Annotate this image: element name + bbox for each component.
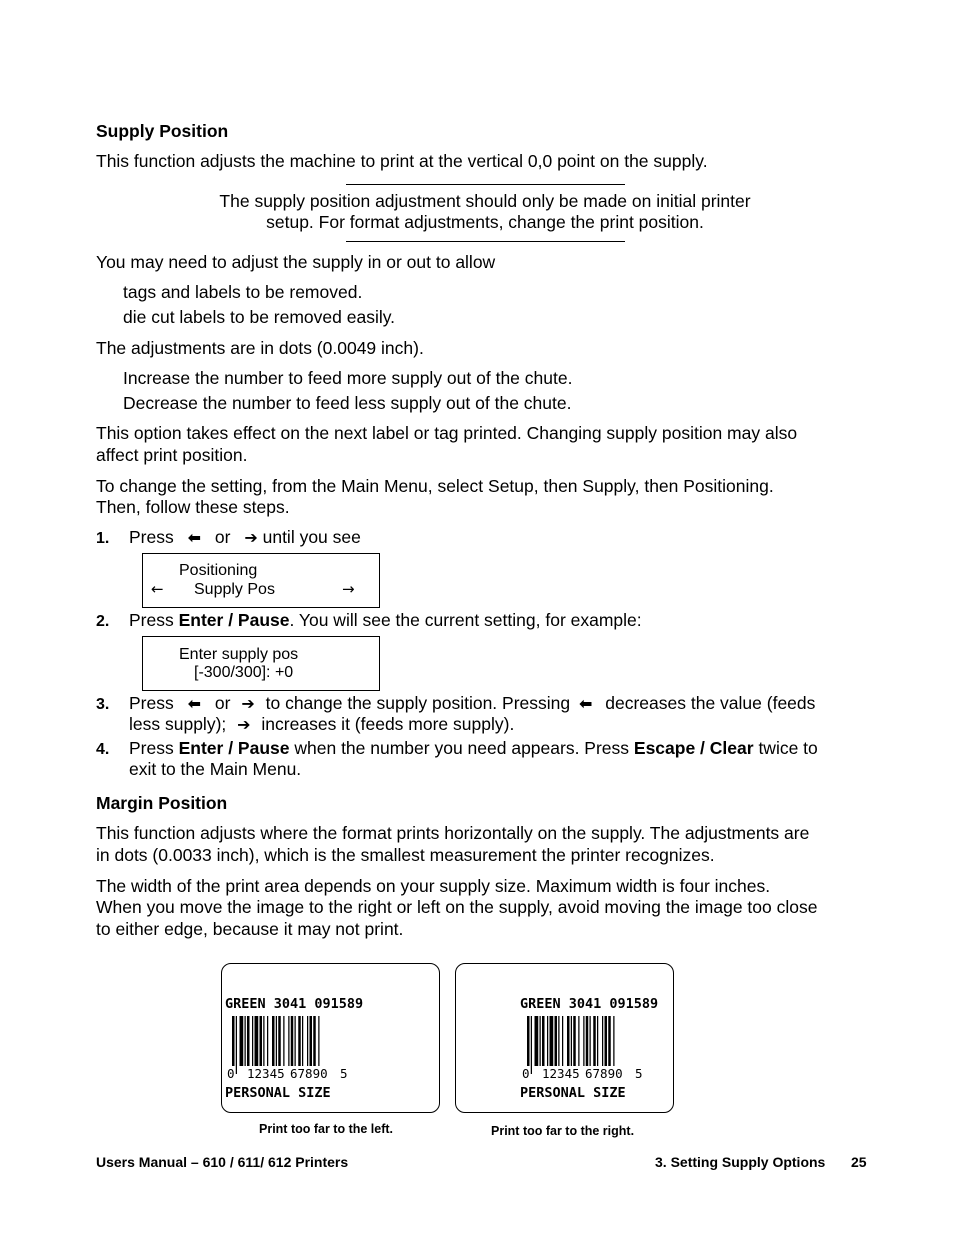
barcode-digit: 5 bbox=[635, 1066, 643, 1081]
step3-line-2 bbox=[129, 714, 514, 735]
step3-text-a: to change the supply position. Pressing bbox=[265, 693, 571, 713]
margin-p1-line-1: This function adjusts where the format prints horizontally on the supply. The adjustments are bbox=[96, 823, 810, 843]
step3-text-b: decreases the value (feeds bbox=[605, 693, 816, 713]
display-panel bbox=[142, 636, 380, 691]
change-line-1: To change the setting, from the Main Menu, select Setup, then Supply, then Positioning. bbox=[96, 476, 774, 496]
left-arrow-icon: ⬅ bbox=[578, 694, 593, 713]
step1-press: Press bbox=[129, 527, 174, 547]
barcode-digit: 0 bbox=[522, 1066, 530, 1081]
footer-manual-title: Users Manual – 610 / 611/ 612 Printers bbox=[96, 1154, 349, 1170]
step4-line-1 bbox=[129, 738, 818, 759]
step4-mid: when the number you need appears. Press bbox=[294, 738, 630, 758]
step4-press: Press bbox=[129, 738, 174, 758]
left-arrow-icon: ← bbox=[151, 580, 164, 598]
step3-or: or bbox=[214, 693, 231, 713]
margin-p1-line-2: in dots (0.0033 inch), which is the smallest measurement the printer recognizes. bbox=[96, 845, 715, 865]
step2-tail: . You will see the current setting, for example: bbox=[289, 610, 642, 630]
right-arrow-icon: ➔ bbox=[244, 528, 258, 547]
label-line-1: GREEN 3041 091589 bbox=[225, 996, 364, 1012]
step1-tail: until you see bbox=[262, 527, 361, 547]
change-line-2: Then, follow these steps. bbox=[96, 497, 290, 517]
caption-right: Print too far to the right. bbox=[491, 1124, 635, 1138]
note-line-1: The supply position adjustment should only be made on initial printer bbox=[219, 191, 751, 211]
margin-p2-line-1: The width of the print area depends on your supply size. Maximum width is four inches. bbox=[96, 876, 771, 896]
margin-p2-line-2: When you move the image to the right or left on the supply, avoid moving the image too close bbox=[96, 897, 818, 917]
step-number: 1. bbox=[96, 530, 110, 547]
label-line-3: PERSONAL SIZE bbox=[225, 1085, 331, 1101]
display-line-2: Supply Pos bbox=[194, 581, 275, 598]
label-illustration-right bbox=[455, 963, 674, 1113]
dots-intro: The adjustments are in dots (0.0049 inch). bbox=[96, 338, 424, 358]
label-line-1: GREEN 3041 091589 bbox=[520, 996, 659, 1012]
step1-or: or bbox=[214, 527, 231, 547]
effect-line-1: This option takes effect on the next label or tag printed. Changing supply position may also bbox=[96, 423, 798, 443]
label-illustration-left bbox=[221, 963, 440, 1113]
enter-pause-key: Enter / Pause bbox=[178, 738, 290, 758]
display-line-2: [-300/300]: +0 bbox=[194, 664, 294, 681]
step2-text bbox=[129, 610, 642, 631]
step1-text bbox=[129, 527, 361, 548]
list-item: Increase the number to feed more supply out of the chute. bbox=[123, 368, 573, 388]
barcode-digit: 0 bbox=[227, 1066, 235, 1081]
page-number: 25 bbox=[851, 1154, 867, 1170]
step-number: 2. bbox=[96, 613, 110, 630]
left-arrow-icon: ⬅ bbox=[187, 528, 202, 547]
display-line-1: Positioning bbox=[179, 562, 258, 579]
left-arrow-icon: ⬅ bbox=[187, 694, 202, 713]
list-item: tags and labels to be removed. bbox=[123, 282, 363, 302]
note-rule-bottom bbox=[346, 241, 625, 242]
right-arrow-icon: ➔ bbox=[241, 694, 255, 713]
step3-text-d: increases it (feeds more supply). bbox=[261, 714, 515, 734]
note-rule-top bbox=[346, 184, 625, 185]
step4-line-2: exit to the Main Menu. bbox=[129, 759, 302, 779]
step-number: 4. bbox=[96, 741, 110, 758]
section-heading-margin-position: Margin Position bbox=[96, 793, 228, 813]
footer-chapter: 3. Setting Supply Options bbox=[655, 1154, 826, 1170]
step2-press: Press bbox=[129, 610, 174, 630]
step-number: 3. bbox=[96, 696, 110, 713]
right-arrow-icon: ➔ bbox=[237, 715, 251, 734]
barcode-digits: 12345 bbox=[247, 1066, 285, 1081]
barcode-digits: 12345 bbox=[542, 1066, 580, 1081]
supply-position-intro: This function adjusts the machine to print at the vertical 0,0 point on the supply. bbox=[96, 151, 708, 171]
margin-p2-line-3: to either edge, because it may not print. bbox=[96, 919, 404, 939]
step3-press: Press bbox=[129, 693, 174, 713]
caption-left: Print too far to the left. bbox=[259, 1122, 394, 1136]
right-arrow-icon: → bbox=[342, 580, 355, 598]
display-panel bbox=[142, 553, 380, 608]
allow-intro: You may need to adjust the supply in or out to allow bbox=[96, 252, 496, 272]
label-line-3: PERSONAL SIZE bbox=[520, 1085, 626, 1101]
enter-pause-key: Enter / Pause bbox=[178, 610, 290, 630]
barcode-digit: 5 bbox=[340, 1066, 348, 1081]
list-item: Decrease the number to feed less supply out of the chute. bbox=[123, 393, 572, 413]
note-line-2: setup. For format adjustments, change the print position. bbox=[266, 212, 704, 232]
list-item: die cut labels to be removed easily. bbox=[123, 307, 396, 327]
escape-clear-key: Escape / Clear bbox=[633, 738, 754, 758]
barcode-digits: 67890 bbox=[585, 1066, 623, 1081]
step3-line-1 bbox=[129, 693, 815, 714]
effect-line-2: affect print position. bbox=[96, 445, 248, 465]
barcode-digits: 67890 bbox=[290, 1066, 328, 1081]
step3-text-c: less supply); bbox=[129, 714, 227, 734]
step4-tail: twice to bbox=[758, 738, 818, 758]
display-line-1: Enter supply pos bbox=[179, 646, 299, 663]
section-heading-supply-position: Supply Position bbox=[96, 121, 229, 141]
